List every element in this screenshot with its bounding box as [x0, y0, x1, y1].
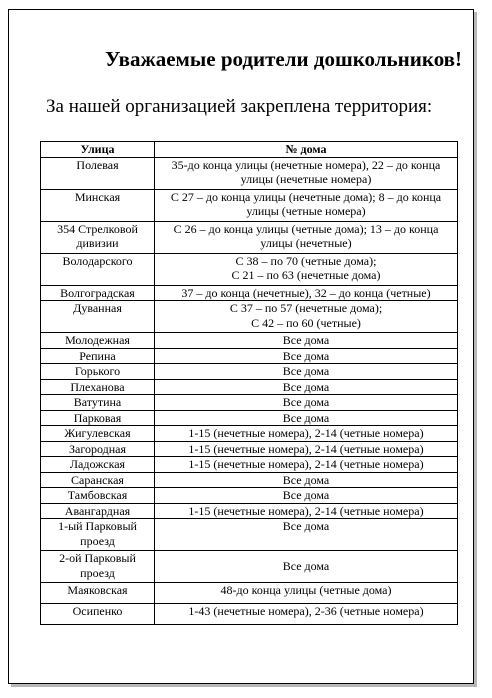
- houses-cell: 37 – до конца (нечетные), 32 – до конца (четные): [155, 285, 458, 301]
- table-row: [41, 379, 458, 395]
- houses-cell: С 37 – по 57 (нечетные дома); С 42 – по 60 (четные): [155, 301, 458, 333]
- streets-table: [40, 141, 458, 625]
- houses-cell: Все дома: [155, 551, 458, 583]
- table-row: [41, 472, 458, 488]
- table-row: [41, 395, 458, 411]
- table-row: [41, 253, 458, 285]
- houses-cell: Все дома: [155, 348, 458, 364]
- street-cell: Маяковская: [41, 583, 155, 604]
- houses-cell: Все дома: [155, 472, 458, 488]
- street-cell: Володарского: [41, 253, 155, 285]
- houses-cell: Все дома: [155, 488, 458, 504]
- street-cell: Парковая: [41, 410, 155, 426]
- table-row: [41, 604, 458, 625]
- table-row: [41, 551, 458, 583]
- street-cell: Авангардная: [41, 503, 155, 519]
- table-row: [41, 333, 458, 349]
- street-cell: Дуванная: [41, 301, 155, 333]
- street-cell: 2-ой Парковый проезд: [41, 551, 155, 583]
- houses-cell: С 38 – по 70 (четные дома); С 21 – по 63 (нечетные дома): [155, 253, 458, 285]
- street-cell: 354 Стрелковой дивизии: [41, 221, 155, 253]
- houses-cell: Все дома: [155, 379, 458, 395]
- street-cell: Тамбовская: [41, 488, 155, 504]
- houses-cell: 48-до конца улицы (четные дома): [155, 583, 458, 604]
- page-subtitle: За нашей организацией закреплена территория:: [46, 96, 433, 117]
- houses-cell: Все дома: [155, 364, 458, 380]
- street-cell: Волгоградская: [41, 285, 155, 301]
- houses-cell: 1-15 (нечетные номера), 2-14 (четные номера): [155, 503, 458, 519]
- houses-cell: 1-15 (нечетные номера), 2-14 (четные номера): [155, 426, 458, 442]
- table-row: [41, 488, 458, 504]
- table-row: [41, 221, 458, 253]
- street-cell: Репина: [41, 348, 155, 364]
- street-cell: Горького: [41, 364, 155, 380]
- houses-cell: С 27 – до конца улицы (нечетные дома); 8 – до конца улицы (четные номера): [155, 189, 458, 221]
- table-row: [41, 426, 458, 442]
- street-cell: Ладожская: [41, 457, 155, 473]
- table-row: [41, 285, 458, 301]
- table-row: [41, 157, 458, 189]
- houses-cell: Все дома: [155, 333, 458, 349]
- table-row: [41, 457, 458, 473]
- houses-cell: 35-до конца улицы (нечетные номера), 22 – до конца улицы (нечетные номера): [155, 157, 458, 189]
- table-row: [41, 503, 458, 519]
- houses-cell: 1-43 (нечетные номера), 2-36 (четные номера): [155, 604, 458, 625]
- table-row: [41, 441, 458, 457]
- street-cell: Плеханова: [41, 379, 155, 395]
- table-row: [41, 519, 458, 551]
- table-header-row: [41, 142, 458, 158]
- street-cell: Полевая: [41, 157, 155, 189]
- houses-cell: 1-15 (нечетные номера), 2-14 (четные номера): [155, 457, 458, 473]
- street-cell: Жигулевская: [41, 426, 155, 442]
- column-header-house-number: № дома: [155, 142, 458, 158]
- houses-cell: Все дома: [155, 410, 458, 426]
- table-row: [41, 364, 458, 380]
- houses-cell: С 26 – до конца улицы (четные дома); 13 – до конца улицы (нечетные): [155, 221, 458, 253]
- street-cell: Загородная: [41, 441, 155, 457]
- column-header-street: Улица: [41, 142, 155, 158]
- table-row: [41, 189, 458, 221]
- street-cell: Минская: [41, 189, 155, 221]
- table-row: [41, 348, 458, 364]
- houses-cell: Все дома: [155, 395, 458, 411]
- table-row: [41, 410, 458, 426]
- street-cell: Ватутина: [41, 395, 155, 411]
- page-title: Уважаемые родители дошкольников!: [104, 47, 462, 71]
- street-cell: Осипенко: [41, 604, 155, 625]
- table-row: [41, 301, 458, 333]
- street-cell: Саранская: [41, 472, 155, 488]
- street-cell: 1-ый Парковый проезд: [41, 519, 155, 551]
- houses-cell: Все дома: [155, 519, 458, 551]
- table-row: [41, 583, 458, 604]
- street-cell: Молодежная: [41, 333, 155, 349]
- houses-cell: 1-15 (нечетные номера), 2-14 (четные номера): [155, 441, 458, 457]
